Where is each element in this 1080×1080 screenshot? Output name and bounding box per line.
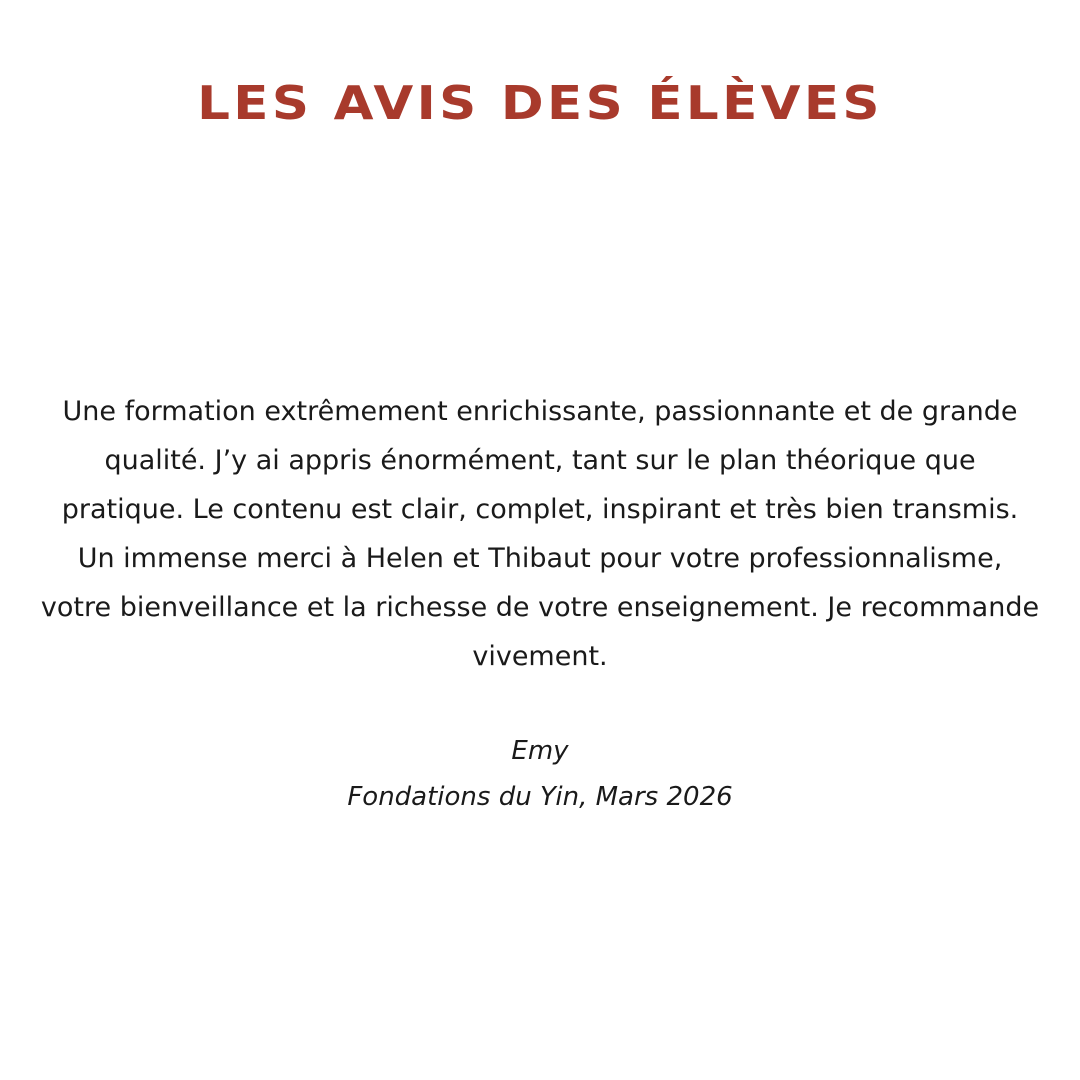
testimonial-attribution xyxy=(0,728,1080,820)
author-name: Emy xyxy=(511,736,569,766)
course-info: Fondations du Yin, Mars 2026 xyxy=(347,782,733,812)
testimonial-text: Une formation extrêmement enrichissante, passionnante et de grande qualité. J’y ai appris énormément, tant sur le plan théorique que pratique. Le contenu est clair, complet, inspirant et très bien transmis. Un immense merci à Helen et Thibaut pour votre professionnalisme, votre bienveillance et la richesse de votre enseignement. Je recommande vivement. xyxy=(40,396,1040,672)
page-title: LES AVIS DES ÉLÈVES xyxy=(197,76,883,130)
